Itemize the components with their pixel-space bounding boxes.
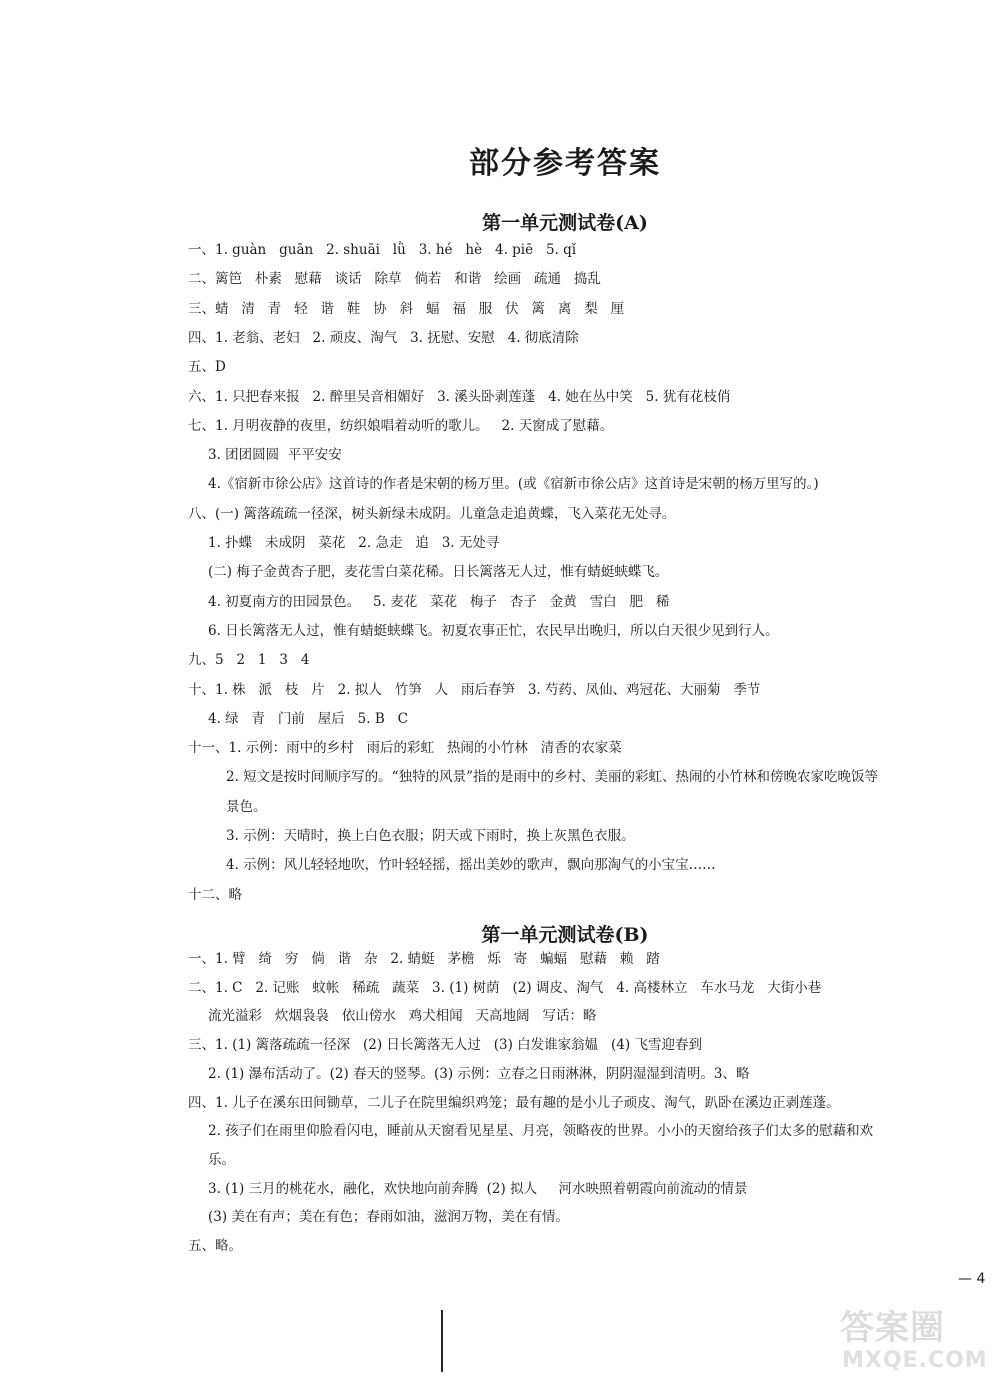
answer-line: 4. 绿 青 门前 屋后 5. B C bbox=[208, 710, 408, 727]
section-title-a: 第一单元测试卷(A) bbox=[482, 212, 648, 234]
answer-line: 4. 示例：风儿轻轻地吹，竹叶轻轻摇，摇出美妙的歌声，飘向那淘气的小宝宝…… bbox=[226, 857, 716, 874]
answer-line: 6. 日长篱落无人过，惟有蜻蜓蛱蝶飞。初夏农事正忙，农民早出晚归，所以白天很少见到行人。 bbox=[208, 622, 779, 639]
watermark-logo: 答案圈 bbox=[840, 1308, 945, 1348]
answer-line: 十二、略 bbox=[188, 886, 242, 903]
answer-line: 乐。 bbox=[208, 1151, 235, 1168]
answer-line: 流光溢彩 炊烟袅袅 依山傍水 鸡犬相闻 天高地阔 写话：略 bbox=[208, 1008, 597, 1025]
answer-line: 3. (1) 三月的桃花水，融化，欢快地向前奔腾 (2) 拟人 河水映照着朝霞向前流动的情景 bbox=[208, 1180, 748, 1197]
answer-line: 二、1. C 2. 记账 蚊帐 稀疏 蔬菜 3. (1) 树荫 (2) 调皮、淘气 4. 高楼林立 车水马龙 大街小巷 bbox=[188, 979, 822, 996]
answer-line: 八、(一) 篱落疏疏一径深，树头新绿未成阴。儿童急走追黄蝶，飞入菜花无处寻。 bbox=[188, 505, 676, 522]
answer-line: 四、1. 儿子在溪东田间锄草，二儿子在院里编织鸡笼；最有趣的是小儿子顽皮、淘气，趴卧在溪边正剥莲蓬。 bbox=[188, 1094, 840, 1111]
answer-line: 一、1. 臂 绮 穷 倘 谐 杂 2. 蜻蜓 茅檐 烁 寄 蝙蝠 慰藉 赖 踏 bbox=[188, 951, 660, 967]
answer-line: 四、1. 老翁、老妇 2. 顽皮、淘气 3. 抚慰、安慰 4. 彻底清除 bbox=[188, 329, 579, 346]
answer-line: 二、篱笆 朴素 慰藉 谈话 除草 倘若 和谐 绘画 疏通 捣乱 bbox=[188, 271, 601, 288]
answer-line: 十一、1. 示例：雨中的乡村 雨后的彩虹 热闹的小竹林 清香的农家菜 bbox=[188, 740, 622, 757]
watermark bbox=[840, 1300, 990, 1380]
answer-line: 4. 初夏南方的田园景色。 5. 麦花 菜花 梅子 杏子 金黄 雪白 肥 稀 bbox=[208, 593, 670, 610]
answer-line: (二) 梅子金黄杏子肥，麦花雪白菜花稀。日长篱落无人过，惟有蜻蜓蛱蝶飞。 bbox=[208, 564, 669, 581]
answer-line: 景色。 bbox=[226, 798, 267, 815]
answer-line: 十、1. 株 派 枝 片 2. 拟人 竹笋 人 雨后春笋 3. 芍药、凤仙、鸡冠花、大丽菊 季节 bbox=[188, 681, 761, 698]
answer-line: 2. (1) 瀑布活动了。(2) 春天的竖琴。(3) 示例：立春之日雨淋淋，阴阴湿湿到清明。3、略 bbox=[208, 1065, 750, 1082]
page-title: 部分参考答案 bbox=[469, 146, 661, 181]
answer-line: 六、1. 只把春来报 2. 醉里吴音相媚好 3. 溪头卧剥莲蓬 4. 她在丛中笑 5. 犹有花枝俏 bbox=[188, 388, 731, 405]
gutter-mark bbox=[441, 1310, 443, 1372]
answer-line: 2. 孩子们在雨里仰脸看闪电，睡前从天窗看见星星、月亮，领略夜的世界。小小的天窗给孩子们太多的慰藉和欢 bbox=[208, 1123, 874, 1140]
answer-line: 五、D bbox=[188, 359, 226, 376]
answer-line: 3. 团团圆圆 平平安安 bbox=[208, 447, 342, 464]
answer-line: 九、5 2 1 3 4 bbox=[188, 652, 310, 669]
answer-line: 2. 短文是按时间顺序写的。“独特的风景”指的是雨中的乡村、美丽的彩虹、热闹的小竹林和傍晚农家吃晚饭等 bbox=[226, 769, 878, 786]
answer-line: 三、1. (1) 篱落疏疏一径深 (2) 日长篱落无人过 (3) 白发谁家翁媪 (4) 飞雪迎春到 bbox=[188, 1037, 702, 1054]
answer-line: 3. 示例：天晴时，换上白色衣服；阴天或下雨时，换上灰黑色衣服。 bbox=[226, 828, 635, 844]
answer-line: 4.《宿新市徐公店》这首诗的作者是宋朝的杨万里。(或《宿新市徐公店》这首诗是宋朝的杨万里写的。) bbox=[208, 476, 819, 493]
answer-line: 一、1. guàn guān 2. shuāi lǜ 3. hé hè 4. piē 5. qǐ bbox=[188, 242, 577, 258]
answer-line: (3) 美在有声；美在有色；春雨如油，滋润万物，美在有情。 bbox=[208, 1209, 569, 1226]
section-title-b: 第一单元测试卷(B) bbox=[481, 924, 649, 946]
answer-line: 1. 扑蝶 未成阴 菜花 2. 急走 追 3. 无处寻 bbox=[208, 535, 500, 551]
answer-line: 五、略。 bbox=[188, 1238, 242, 1254]
page-number: — 4 bbox=[958, 1271, 986, 1287]
answer-line: 三、蜻 清 青 轻 谐 鞋 协 斜 蝠 福 服 伏 篱 离 梨 厘 bbox=[188, 300, 625, 317]
watermark-url: MXQE.COM bbox=[842, 1348, 988, 1373]
answer-line: 七、1. 月明夜静的夜里，纺织娘唱着动听的歌儿。 2. 天窗成了慰藉。 bbox=[188, 417, 614, 434]
